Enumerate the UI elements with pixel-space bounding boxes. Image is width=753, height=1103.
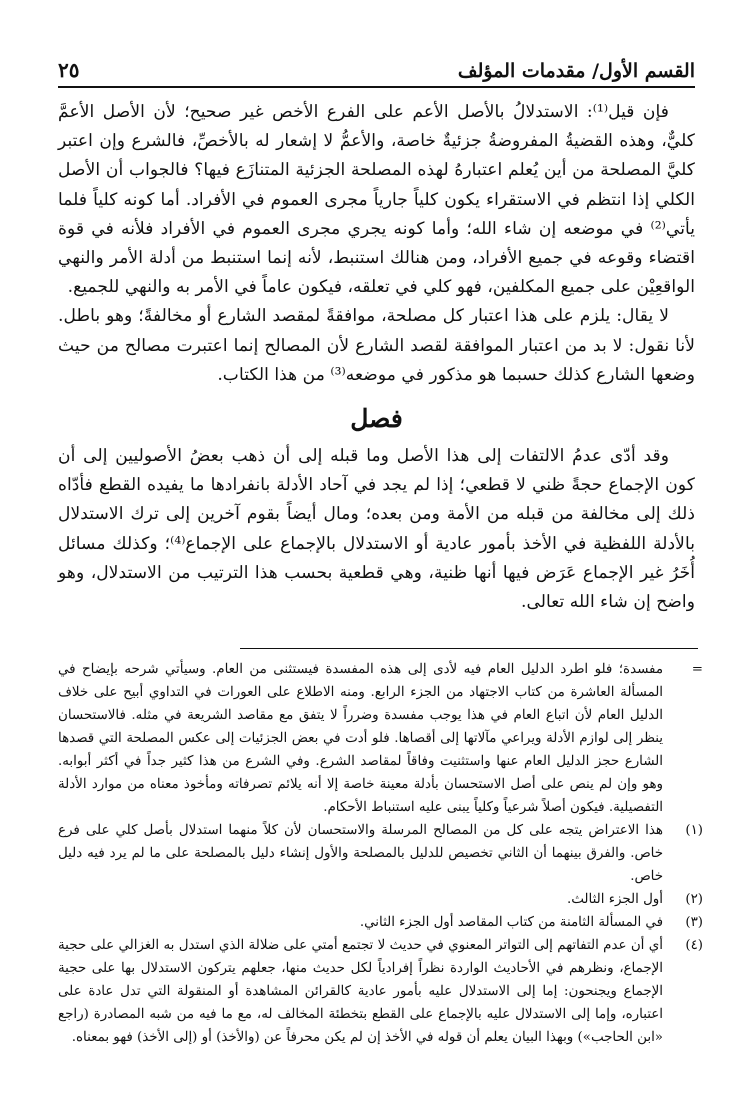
footnote-text: مفسدة؛ فلو اطرد الدليل العام فيه لأدى إلى هذه المفسدة فيستثنى من العام. وسيأتي شرحه بإيضاح في المسألة العاشرة من كتاب الاجتهاد من الجزء الرابع. ومنه الاطلاع على العورات في التداوي أبيح على خلاف الدليل العام لأن اتباع العام في هذا يوجب مفسدة وضرراً لا يتفق مع مقاصد الشريعة في مثله. فالاستحسان ينظر إلى لوازم الأدلة ويراعي مآلاتها إلى أقصاها. فلو أدت في بعض الجزئيات إلى عكس المصلحة التي قصدها الشارع حجز الدليل العام عنها واستثنيت وفاقاً لمقاصد الشرع. وفي الشرع من هذا كثير جداً في أكثر أبوابه. وهو وإن لم ينص على أصل الاستحسان بأدلة معينة خاصة إلا أنه يلائم تصرفاته ومأخوذ معناه من موارد الأدلة التفصيلية. فيكون أصلاً شرعياً وكلياً يبنى عليه استنباط الأحكام. (58, 662, 663, 815)
footnotes (58, 658, 703, 1049)
paragraph-reply: لا يقال: يلزم على هذا اعتبار كل مصلحة، موافقةً لمقصد الشارع أو مخالفةً؛ وهو باطل. لأنا نقول: لا بد من اعتبار الموافقة لقصد الشارع لأن المصالح إنما اعتبرت مصالح من حيث وضعها الشارع كذلك حسبما هو مذكور في موضعه⁽³⁾ من هذا الكتاب. (58, 306, 695, 385)
footnote-mark: (١) (685, 823, 703, 838)
footnote-text: أول الجزء الثالث. (567, 892, 663, 907)
paragraph-objection: فإن قيل⁽¹⁾: الاستدلالُ بالأصل الأعم على الفرع الأخص غير صحيح؛ لأن الأصل الأعمَّ كليٌّ، وهذه القضيةُ المفروضةُ جزئيةٌ خاصة، والأعمُّ لا إشعار له بالأخصِّ، فالشرع وإن اعتبر كليَّ المصلحة من أين يُعلم اعتبارهُ لهذه المصلحة الجزئية المتنازَع فيها؟ فالجواب أن الأصل الكلي إذا انتظم في الاستقراء يكون كلياً جارياً مجرى العموم في الأفراد. أما كونه كلياً فلما يأتي⁽²⁾ في موضعه إن شاء الله؛ وأما كونه يجري مجرى العموم في الأفراد فلأنه في قوة اقتضاء وقوعه في جميع الأفراد، ومن هنالك استنبط، لأنه إنما استنبط من أدلة الأمر والنهي الواقعِيْن على جميع المكلفين، فهو كلي في تعلقه، فيكون عاماً في الأمر به والنهي للجميع. (58, 102, 695, 298)
footnote-3 (58, 911, 703, 934)
footnote-mark: (٤) (685, 938, 703, 953)
paragraph-consensus: وقد أدّى عدمُ الالتفات إلى هذا الأصل وما قبله إلى أن ذهب بعضُ الأصوليين إلى أن كون الإجماع حجةً ظني لا قطعي؛ إذا لم يجد في آحاد الأدلة بانفرادها ما يفيده القطع فأدّاه ذلك إلى مخالفة من قبله من الأمة ومن بعده؛ ومال أيضاً بقوم آخرين إلى ترك الاستدلال بالأدلة اللفظية في الأخذ بأمور عادية أو الاستدلال بالإجماع على الإجماع⁽⁴⁾؛ وكذلك مسائل أُخَرُ غير الإجماع عَرَض فيها أنها ظنية، وهي قطعية بحسب هذا الترتيب من الاستدلال، وهو واضح إن شاء الله تعالى. (58, 446, 695, 613)
footnote-4 (58, 934, 703, 1049)
footnote-2 (58, 888, 703, 911)
footnote-text: هذا الاعتراض يتجه على كل من المصالح المرسلة والاستحسان لأن كلاً منهما استدلال بأصل كلي على فرع خاص. والفرق بينهما أن الثاني تخصيص للدليل بالمصلحة والأول إنشاء دليل بالمصلحة على ما لم يرد فيه دليل خاص. (58, 823, 663, 884)
footnote-continued (58, 658, 703, 819)
footnote-mark: (٣) (685, 915, 703, 930)
footnote-mark: (٢) (685, 892, 703, 907)
chapter-title: القسم الأول/ مقدمات المؤلف (457, 60, 695, 82)
main-text (58, 98, 695, 617)
footnote-text: أي أن عدم التفاتهم إلى التواتر المعنوي في حديث لا تجتمع أمتي على ضلالة الذي استدل به الغزالي على حجية الإجماع، ونظرهم في الأحاديث الواردة نظراً إفرادياً لكل حديث منها، جعلهم يتركون الاستدلال بها على حجية الإجماع ويجنحون: إما إلى الاستدلال عليه بأمور عادية كالقرائن المشاهدة أو المنقولة التي تدل عادة على اعتباره، وإما إلى الاستدلال عليه بالإجماع على القطع بتخطئة المخالف له، مع ما فيه من شبه المصادرة (راجع «ابن الحاجب») وبهذا البيان يعلم أن قوله في الأخذ إن لم يكن محرفاً عن (والأخذ) أو (إلى الأخذ) فهو بمعناه. (58, 938, 663, 1045)
footnote-mark: = (691, 662, 703, 677)
section-heading: فصل (350, 404, 403, 434)
running-header (58, 52, 695, 88)
footnote-1 (58, 819, 703, 888)
page-number: ٢٥ (58, 58, 80, 82)
footnote-text: في المسألة الثامنة من كتاب المقاصد أول الجزء الثاني. (359, 915, 663, 930)
footnote-separator (240, 648, 698, 649)
